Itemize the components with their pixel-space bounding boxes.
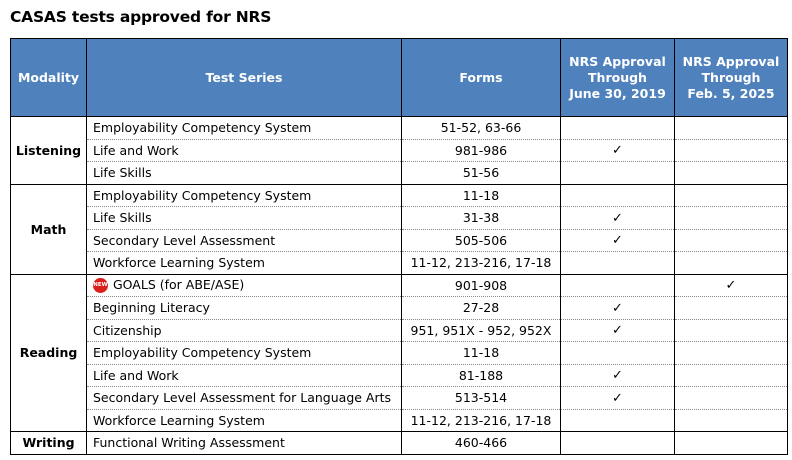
header-test-series: Test Series bbox=[87, 39, 402, 117]
table-row bbox=[11, 387, 788, 410]
table-row bbox=[11, 117, 788, 140]
page-title: CASAS tests approved for NRS bbox=[10, 8, 272, 26]
test-series-label: GOALS (for ABE/ASE) bbox=[113, 277, 245, 293]
approval-cell-feb2025 bbox=[675, 252, 788, 275]
forms-cell: 901-908 bbox=[402, 274, 561, 297]
approval-cell-june2019 bbox=[561, 387, 675, 410]
approval-cell-june2019 bbox=[561, 274, 675, 297]
test-series-cell bbox=[87, 297, 402, 320]
header-approval-june-2019-line2: Through bbox=[588, 69, 647, 85]
test-series-label: Employability Competency System bbox=[93, 187, 312, 203]
table-row bbox=[11, 342, 788, 365]
test-series-cell bbox=[87, 342, 402, 365]
modality-cell-reading: Reading bbox=[11, 274, 87, 432]
header-approval-feb-2025-line3: Feb. 5, 2025 bbox=[687, 85, 775, 101]
modality-cell-writing: Writing bbox=[11, 432, 87, 455]
forms-cell: 951, 951X - 952, 952X bbox=[402, 319, 561, 342]
table-row bbox=[11, 409, 788, 432]
table-row bbox=[11, 207, 788, 230]
header-forms: Forms bbox=[402, 39, 561, 117]
test-series-label: Employability Competency System bbox=[93, 120, 312, 136]
approval-cell-june2019 bbox=[561, 342, 675, 365]
approval-cell-june2019 bbox=[561, 252, 675, 275]
test-series-cell bbox=[87, 319, 402, 342]
test-series-cell bbox=[87, 387, 402, 410]
new-badge-icon: NEW bbox=[93, 278, 108, 293]
forms-cell: 11-12, 213-216, 17-18 bbox=[402, 409, 561, 432]
forms-cell: 513-514 bbox=[402, 387, 561, 410]
checkmark-icon: ✓ bbox=[612, 390, 623, 406]
nrs-approval-table bbox=[10, 38, 788, 455]
checkmark-icon: ✓ bbox=[612, 323, 623, 339]
approval-cell-feb2025 bbox=[675, 274, 788, 297]
test-series-label: Life and Work bbox=[93, 367, 179, 383]
test-series-cell bbox=[87, 162, 402, 185]
modality-cell-listening: Listening bbox=[11, 117, 87, 185]
test-series-label: Secondary Level Assessment for Language Arts bbox=[93, 390, 392, 406]
test-series-label: Life and Work bbox=[93, 142, 179, 158]
checkmark-icon: ✓ bbox=[725, 278, 737, 294]
checkmark-icon: ✓ bbox=[612, 233, 623, 249]
checkmark-icon: ✓ bbox=[612, 300, 623, 316]
table-row bbox=[11, 319, 788, 342]
table-row bbox=[11, 229, 788, 252]
approval-cell-june2019 bbox=[561, 297, 675, 320]
table-row bbox=[11, 184, 788, 207]
table-row bbox=[11, 252, 788, 275]
approval-cell-feb2025 bbox=[675, 297, 788, 320]
test-series-cell bbox=[87, 409, 402, 432]
test-series-cell bbox=[87, 229, 402, 252]
test-series-cell bbox=[87, 184, 402, 207]
header-approval-feb-2025-line1: NRS Approval bbox=[682, 53, 780, 69]
forms-cell: 27-28 bbox=[402, 297, 561, 320]
approval-cell-june2019 bbox=[561, 319, 675, 342]
approval-cell-feb2025 bbox=[675, 409, 788, 432]
approval-cell-june2019 bbox=[561, 207, 675, 230]
table-row bbox=[11, 432, 788, 455]
forms-cell: 11-12, 213-216, 17-18 bbox=[402, 252, 561, 275]
header-approval-feb-2025 bbox=[675, 39, 788, 117]
approval-cell-feb2025 bbox=[675, 207, 788, 230]
approval-cell-feb2025 bbox=[675, 432, 788, 455]
forms-cell: 81-188 bbox=[402, 364, 561, 387]
approval-cell-feb2025 bbox=[675, 184, 788, 207]
header-approval-feb-2025-line2: Through bbox=[701, 69, 761, 85]
approval-cell-feb2025 bbox=[675, 229, 788, 252]
table-body bbox=[11, 117, 788, 455]
test-series-cell bbox=[87, 252, 402, 275]
test-series-cell bbox=[87, 207, 402, 230]
table-row bbox=[11, 139, 788, 162]
checkmark-icon: ✓ bbox=[612, 143, 623, 159]
approval-cell-june2019 bbox=[561, 162, 675, 185]
forms-cell: 51-56 bbox=[402, 162, 561, 185]
approval-cell-june2019 bbox=[561, 184, 675, 207]
approval-cell-feb2025 bbox=[675, 162, 788, 185]
table-row bbox=[11, 274, 788, 297]
forms-cell: 460-466 bbox=[402, 432, 561, 455]
approval-cell-june2019 bbox=[561, 117, 675, 140]
header-approval-june-2019 bbox=[561, 39, 675, 117]
forms-cell: 51-52, 63-66 bbox=[402, 117, 561, 140]
forms-cell: 981-986 bbox=[402, 139, 561, 162]
forms-cell: 31-38 bbox=[402, 207, 561, 230]
header-row bbox=[11, 39, 788, 117]
test-series-label: Citizenship bbox=[93, 322, 162, 338]
approval-cell-feb2025 bbox=[675, 139, 788, 162]
approval-cell-june2019 bbox=[561, 364, 675, 387]
test-series-label: Life Skills bbox=[93, 165, 152, 181]
test-series-cell bbox=[87, 139, 402, 162]
test-series-cell bbox=[87, 364, 402, 387]
test-series-label: Workforce Learning System bbox=[93, 255, 265, 271]
test-series-label: Employability Competency System bbox=[93, 345, 312, 361]
approval-cell-june2019 bbox=[561, 409, 675, 432]
test-series-label: Beginning Literacy bbox=[93, 300, 210, 316]
forms-cell: 505-506 bbox=[402, 229, 561, 252]
approval-cell-june2019 bbox=[561, 229, 675, 252]
test-series-cell bbox=[87, 274, 402, 297]
approval-cell-feb2025 bbox=[675, 387, 788, 410]
approval-cell-june2019 bbox=[561, 139, 675, 162]
test-series-label: Life Skills bbox=[93, 210, 152, 226]
header-approval-june-2019-line3: June 30, 2019 bbox=[569, 85, 666, 101]
forms-cell: 11-18 bbox=[402, 184, 561, 207]
test-series-label: Workforce Learning System bbox=[93, 412, 265, 428]
header-modality: Modality bbox=[11, 39, 87, 117]
header-approval-june-2019-line1: NRS Approval bbox=[569, 53, 666, 69]
test-series-label: Functional Writing Assessment bbox=[93, 435, 285, 451]
checkmark-icon: ✓ bbox=[612, 210, 623, 226]
modality-cell-math: Math bbox=[11, 184, 87, 274]
checkmark-icon: ✓ bbox=[612, 368, 623, 384]
approval-cell-feb2025 bbox=[675, 342, 788, 365]
test-series-cell bbox=[87, 117, 402, 140]
test-series-label: Secondary Level Assessment bbox=[93, 232, 276, 248]
table-row bbox=[11, 297, 788, 320]
test-series-cell bbox=[87, 432, 402, 455]
approval-cell-feb2025 bbox=[675, 117, 788, 140]
forms-cell: 11-18 bbox=[402, 342, 561, 365]
table-row bbox=[11, 364, 788, 387]
table-row bbox=[11, 162, 788, 185]
approval-cell-june2019 bbox=[561, 432, 675, 455]
approval-cell-feb2025 bbox=[675, 364, 788, 387]
approval-cell-feb2025 bbox=[675, 319, 788, 342]
